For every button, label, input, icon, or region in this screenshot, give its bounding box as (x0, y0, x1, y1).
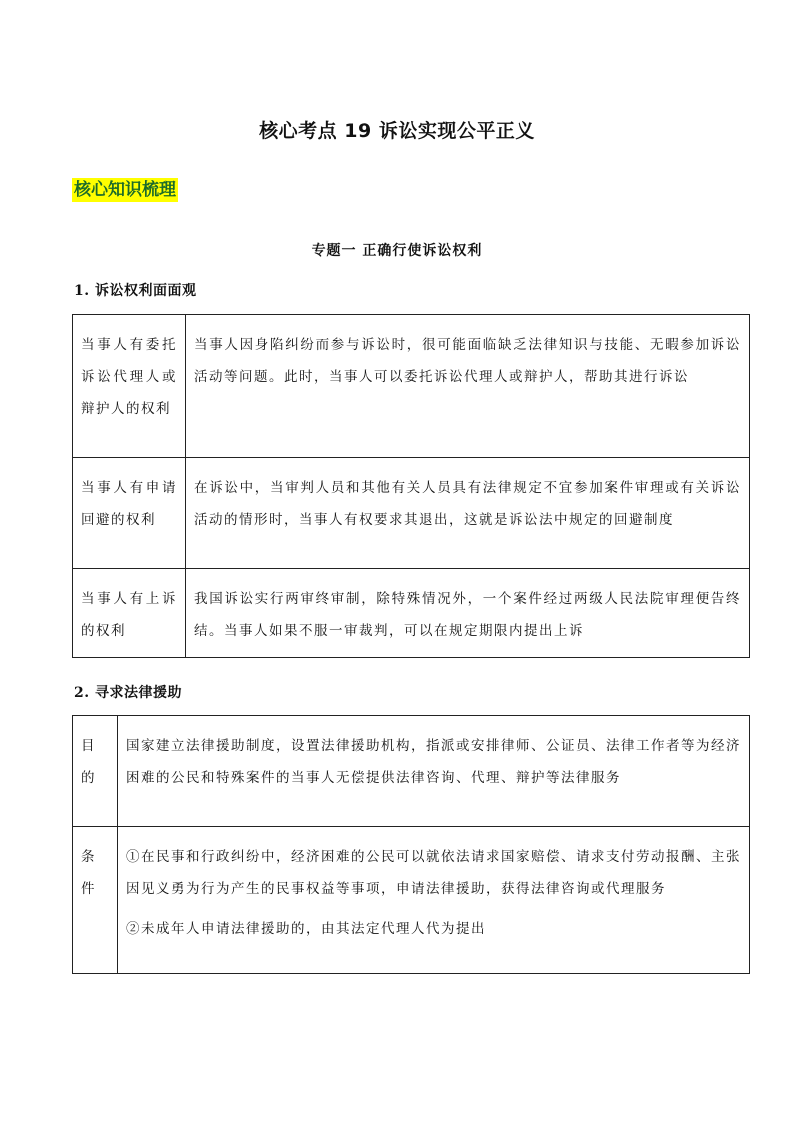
row-content (118, 827, 750, 974)
legal-aid-table (72, 715, 750, 974)
table-row (73, 569, 750, 658)
row-label: 当事人有申请回避的权利 (73, 458, 186, 569)
subheading-litigation-rights: 1. 诉讼权利面面观 (74, 283, 197, 299)
condition-item: ②未成年人申请法律援助的，由其法定代理人代为提出 (126, 921, 486, 937)
row-content: 在诉讼中，当审判人员和其他有关人员具有法律规定不宜参加案件审理或有关诉讼活动的情形时，当事人有权要求其退出，这就是诉讼法中规定的回避制度 (186, 458, 750, 569)
litigation-rights-table (72, 314, 750, 658)
page-title: 核心考点 19 诉讼实现公平正义 (259, 120, 535, 142)
table-row (73, 458, 750, 569)
table-row (73, 716, 750, 827)
section-heading-highlight: 核心知识梳理 (74, 180, 176, 200)
condition-item: ①在民事和行政纠纷中，经济困难的公民可以就依法请求国家赔偿、请求支付劳动报酬、主张因见义勇为行为产生的民事权益等事项，申请法律援助，获得法律咨询或代理服务 (126, 849, 741, 897)
topic-title: 专题一 正确行使诉讼权利 (311, 243, 483, 259)
row-content: 国家建立法律援助制度，设置法律援助机构，指派或安排律师、公证员、法律工作者等为经济困难的公民和特殊案件的当事人无偿提供法律咨询、代理、辩护等法律服务 (118, 716, 750, 827)
table-row (73, 315, 750, 458)
row-label: 当事人有委托诉讼代理人或辩护人的权利 (73, 315, 186, 458)
row-content: 我国诉讼实行两审终审制，除特殊情况外，一个案件经过两级人民法院审理便告终结。当事人如果不服一审裁判，可以在规定期限内提出上诉 (186, 569, 750, 658)
row-content: 当事人因身陷纠纷而参与诉讼时，很可能面临缺乏法律知识与技能、无暇参加诉讼活动等问题。此时，当事人可以委托诉讼代理人或辩护人，帮助其进行诉讼 (186, 315, 750, 458)
table-row (73, 827, 750, 974)
row-label: 目的 (73, 716, 118, 827)
subheading-legal-aid: 2. 寻求法律援助 (74, 685, 182, 701)
row-label: 当事人有上诉的权利 (73, 569, 186, 658)
row-label: 条件 (73, 827, 118, 974)
